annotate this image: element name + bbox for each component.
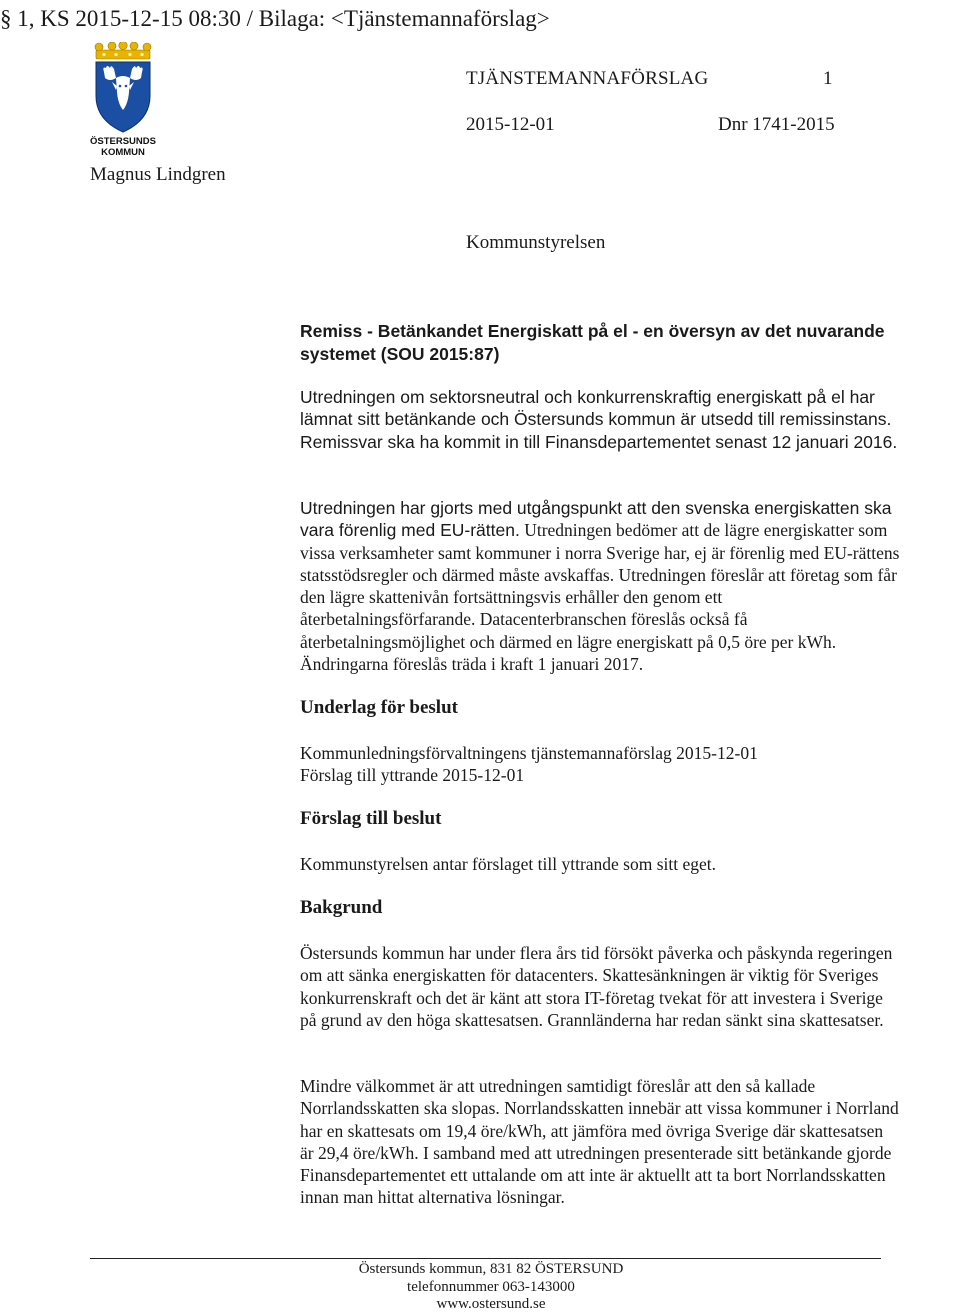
heading-bakgrund: Bakgrund	[300, 897, 383, 918]
intro-paragraph-2	[300, 497, 900, 675]
heading-underlag: Underlag för beslut	[300, 697, 458, 718]
footer-website-link[interactable]: www.ostersund.se	[436, 1296, 546, 1312]
document-title: Remiss - Betänkandet Energiskatt på el - en översyn av det nuvarande systemet (SOU 2015:87)	[300, 321, 885, 364]
municipality-logo	[90, 42, 156, 158]
meeting-header: § 1, KS 2015-12-15 08:30 / Bilaga: <Tjänstemannaförslag>	[0, 6, 550, 31]
logo-name-line1: ÖSTERSUNDS	[90, 136, 156, 147]
footer-phone: telefonnummer 063-143000	[407, 1278, 575, 1295]
recipient: Kommunstyrelsen	[466, 232, 606, 253]
footer-divider	[90, 1258, 881, 1259]
coat-of-arms-icon	[90, 42, 156, 134]
underlag-item-1: Kommunledningsförvaltningens tjänstemannaförslag 2015-12-01	[300, 743, 758, 763]
document-type: TJÄNSTEMANNAFÖRSLAG	[466, 68, 709, 89]
heading-forslag: Förslag till beslut	[300, 808, 442, 829]
intro-paragraph-2-lead: Utredningen har gjorts med utgångspunkt att den svenska energiskatten ska vara förenlig med EU-rätten.	[300, 498, 892, 541]
diary-number: Dnr 1741-2015	[718, 114, 835, 135]
intro-paragraph-1: Utredningen om sektorsneutral och konkurrenskraftig energiskatt på el har lämnat sitt betänkande och Östersunds kommun är utsedd till remissinstans. Remissvar ska ha kommit in till Finansdepartementet senast 12 januari 2016.	[300, 387, 898, 452]
forslag-text: Kommunstyrelsen antar förslaget till yttrande som sitt eget.	[300, 854, 717, 874]
underlag-item-2: Förslag till yttrande 2015-12-01	[300, 765, 525, 785]
intro-paragraph-2-rest: Utredningen bedömer att de lägre energiskatter som vissa verksamheter samt kommuner i norra Sverige har, ej är förenlig med EU-rättens statsstödsregler och därmed måste avskaffas. Utredningen föreslår att företag som får den lägre skattenivån fortsättningsvis erhåller den genom ett återbetalningsförfarande. Datacenterbranschen föreslås också få återbetalningsmöjlighet och därmed en lägre energiskatt på 0,5 öre per kWh. Ändringarna föreslås träda i kraft 1 januari 2017.	[300, 520, 900, 675]
bakgrund-paragraph-2: Mindre välkommet är att utredningen samtidigt föreslår att den så kallade Norrlandsskatten ska slopas. Norrlandsskatten innebär att vissa kommuner i Norrland har en skattesats om 19,4 öre/kWh, att jämföra med övriga Sverige där skattesatsen är 29,4 öre/kWh. I samband med att utredningen presenterade sitt betänkande gjorde Finansdepartementet ett uttalande om att inte är aktuellt att ta bort Norrlandsskatten innan man hittat alternativa lösningar.	[300, 1076, 899, 1208]
bakgrund-paragraph-1: Östersunds kommun har under flera års tid försökt påverka och påskynda regeringen om att sänka energiskatten för datacenters. Skattesänkningen är viktig för Sveriges konkurrenskraft och det är känt att stora IT-företag tvekat för att investera i Sverige på grund av den höga skattesatsen. Grannländerna har redan sänkt sina skattesatser.	[300, 943, 893, 1030]
footer-address: Östersunds kommun, 831 82 ÖSTERSUND	[358, 1261, 624, 1277]
page-number: 1	[823, 68, 833, 89]
logo-name-line2: KOMMUN	[101, 147, 145, 158]
author-name: Magnus Lindgren	[90, 164, 226, 185]
footer	[300, 1261, 682, 1314]
document-date: 2015-12-01	[466, 114, 555, 135]
